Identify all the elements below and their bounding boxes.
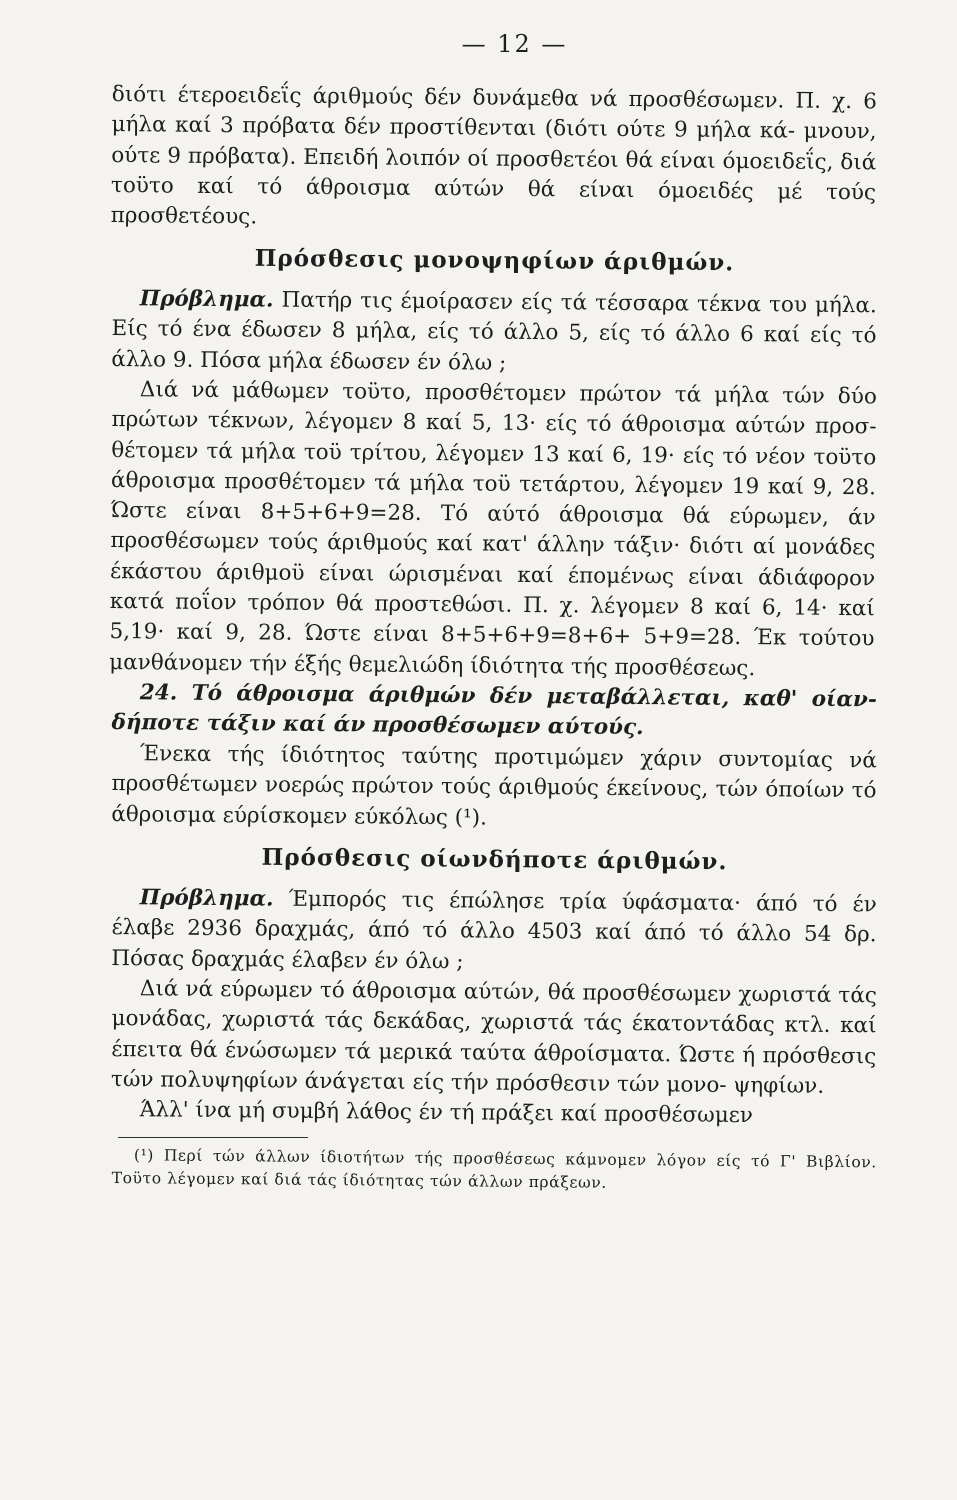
section-heading-any-number-addition: Πρόσθεσις οίωνδήποτε άριθμών. <box>261 843 728 876</box>
paragraph-1: διότι έτεροειδεΐς άριθμούς δέν δυνάμεθα νά προσθέσωμεν. Π. χ. 6 μήλα καί 3 πρόβατα δέν προστίθενται (διότι ούτε 9 μήλα κά- μνουν, ούτε 9 πρόβατα). Επειδή λοιπόν οί προσθετέοι θά είναι όμοειδεΐς, διά τοϋτο καί τό άθροισμα αύτών θά είναι όμοειδές μέ τούς προσθετέους. <box>110 81 877 230</box>
problem-1-label: Πρόβλημα. <box>139 286 274 314</box>
paragraph-8: Άλλ' ίνα μή συμβή λάθος έν τή πράξει καί προσθέσωμεν <box>139 1097 754 1129</box>
problem-1 <box>111 284 877 382</box>
problem-1-text: Πατήρ τις έμοίρασεν είς τά τέσσαρα τέκνα του μήλα. Είς τό ένα έδωσεν 8 μήλα, είς τό άλλο 5, είς τό άλλο 6 καί είς τό άλλο 9. Πόσα μήλα έδωσεν έν όλω ; <box>111 288 877 376</box>
paragraph-5: Ένεκα τής ίδιότητος ταύτης προτιμώμεν χάριν συντομίας νά προσθέτωμεν νοερώς πρώτον τούς άριθμούς έκείνους, τών όποίων τό άθροισμα εύρίσκομεν εύκόλως (¹). <box>111 741 877 831</box>
theorem-text: Τό άθροισμα άριθμών δέν μεταβάλλεται, καθ' οίαν- δήποτε τάξιν καί άν προσθέσωμεν αύτούς. <box>111 680 877 741</box>
problem-2-label: Πρόβλημα. <box>139 885 274 912</box>
problem-2 <box>111 883 877 981</box>
paragraph-3: Διά νά μάθωμεν τοϋτο, προσθέτομεν πρώτον τά μήλα τών δύο πρώτων τέκνων, λέγομεν 8 καί 5, 13· είς τό άθροισμα αύτών προσ- θέτομεν τά μήλα τοϋ τρίτου, λέγομεν 13 καί 6, 19· είς τό νέον τοϋτο άθροισμα προσθέτομεν τά μήλα τοϋ τετάρτου, λέγομεν 19 καί 9, 28. Ώστε είναι 8+5+6+9=28. Τό αύτό άθροισμα θά εύρωμεν, άν προσθέσωμεν τούς άριθμούς καί κατ' άλλην τάξιν· διότι αί μονάδες έκάστου άριθμοϋ είναι ώρισμέναι καί έπομένως είναι άδιάφορον κατά ποΐον τρόπον θά προστεθώσι. Π. χ. λέγομεν 8 καί 6, 14· καί 5,19· καί 9, 28. Ώστε είναι 8+5+6+9=8+6+ 5+9=28. Έκ τούτου μανθάνομεν τήν έξής θεμελιώδη ίδιότητα τής προσθέσεως. <box>109 377 877 682</box>
paragraph-7: Διά νά εύρωμεν τό άθροισμα αύτών, θά προσθέσωμεν χωριστά τάς μονάδας, χωριστά τάς δεκάδας, χωριστά τάς έκατοντάδας κτλ. καί έπειτα θά ένώσωμεν τά μερικά ταύτα άθροίσματα. Ώστε ή πρόσθεσις τών πολυψηφίων άνάγεται είς τήν πρόσθεσιν τών μονο- ψηφίων. <box>110 975 877 1099</box>
problem-2-text: Έμπορός τις έπώλησε τρία ύφάσματα· άπό τό έν έλαβε 2936 δραχμάς, άπό τό άλλο 4503 καί άπό τό άλλο 54 δρ. Πόσας δραχμάς έλαβεν έν όλω ; <box>111 886 877 974</box>
footnote-divider <box>118 1137 308 1138</box>
page-number: — 12 — <box>461 30 568 58</box>
theorem-24 <box>111 678 877 746</box>
footnote: (¹) Περί τών άλλων ίδιοτήτων τής προσθέσεως κάμνομεν λόγον είς τό Γ' Βιβλίον. Τοϋτο λέγομεν καί διά τάς ίδιότητας τών άλλων πράξεων. <box>111 1146 877 1192</box>
theorem-number: 24. <box>139 680 178 706</box>
section-heading-single-digit-addition: Πρόσθεσις μονοψηφίων άριθμών. <box>254 245 735 277</box>
